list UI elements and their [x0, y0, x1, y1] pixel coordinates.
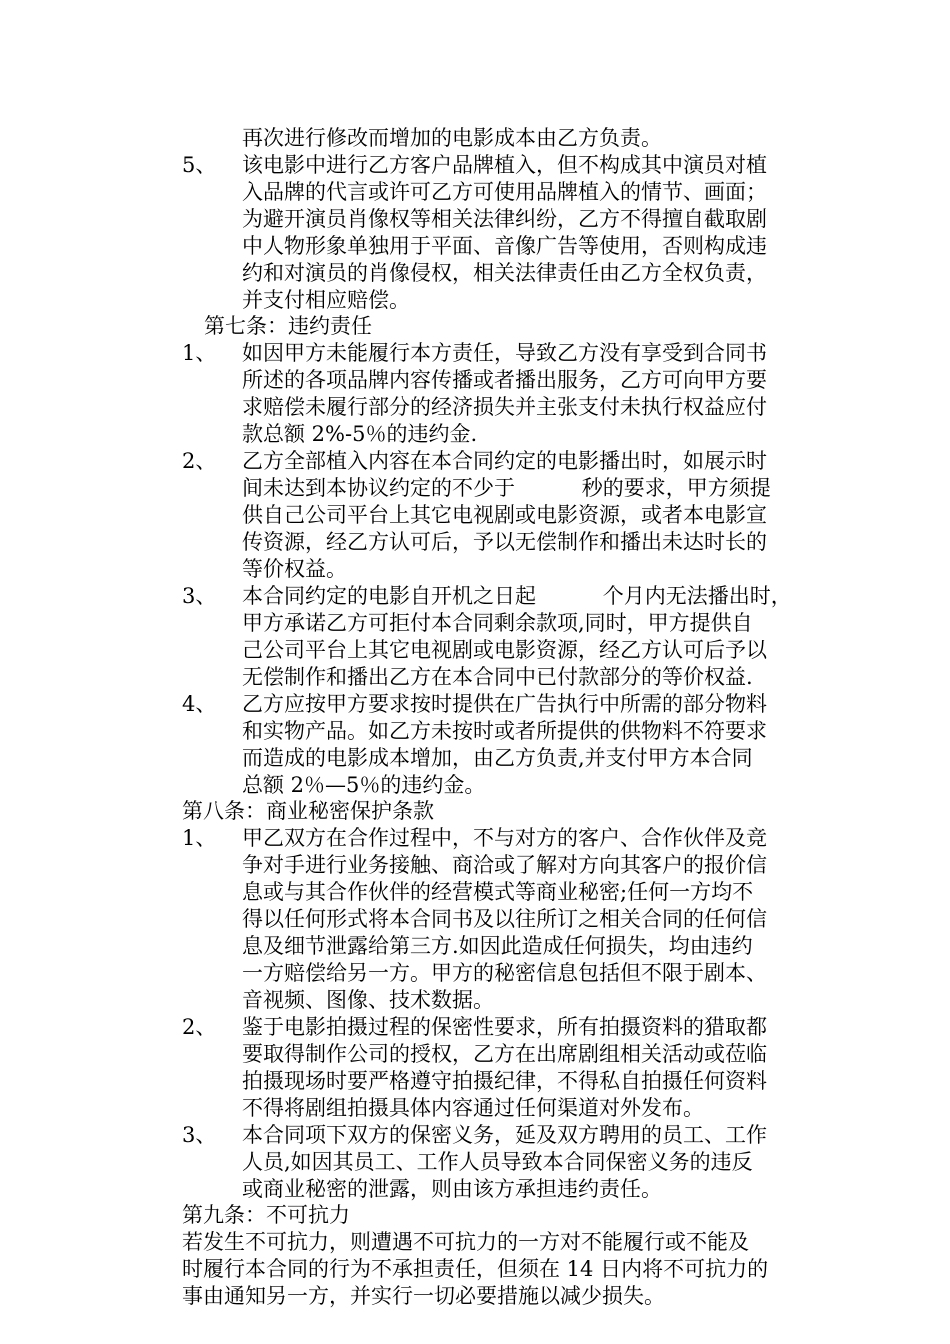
- text: 乙方全部植入内容在本合同约定的电影播出时，如展示时: [242, 449, 767, 473]
- heading: 第八条：商业秘密保护条款: [182, 799, 434, 823]
- text: 如因甲方未能履行本方责任，导致乙方没有享受到合同书: [242, 341, 767, 365]
- text: 本合同项下双方的保密义务，延及双方聘用的员工、工作: [242, 1123, 767, 1147]
- item-number: 3、: [182, 1123, 217, 1147]
- item-number: 1、: [182, 341, 217, 365]
- text: 息或与其合作伙伴的经营模式等商业秘密;任何一方均不: [242, 880, 754, 904]
- heading: 第九条：不可抗力: [182, 1203, 350, 1227]
- text: 而造成的电影成本增加，由乙方负责,并支付甲方本合同: [242, 746, 753, 770]
- text: 甲方承诺乙方可拒付本合同剩余款项,同时，甲方提供自: [242, 611, 753, 635]
- text: 入品牌的代言或许可乙方可使用品牌植入的情节、画面；: [242, 180, 767, 204]
- text: 拍摄现场时要严格遵守拍摄纪律，不得私自拍摄任何资料: [242, 1069, 767, 1093]
- item-number: 2、: [182, 449, 217, 473]
- text: 若发生不可抗力，则遭遇不可抗力的一方对不能履行或不能及: [182, 1230, 749, 1254]
- text: 间未达到本协议约定的不少于 秒的要求，甲方须提: [242, 476, 771, 500]
- text: 时履行本合同的行为不承担责任，但须在 14 日内将不可抗力的: [182, 1257, 769, 1281]
- text: 事由通知另一方，并实行一切必要措施以减少损失。: [182, 1284, 665, 1308]
- text: 和实物产品。如乙方未按时或者所提供的供物料不符要求: [242, 719, 767, 743]
- text: 音视频、图像、技术数据。: [242, 988, 494, 1012]
- text: 为避开演员肖像权等相关法律纠纷，乙方不得擅自截取剧: [242, 207, 767, 231]
- text: 中人物形象单独用于平面、音像广告等使用，否则构成违: [242, 234, 767, 258]
- text: 供自己公司平台上其它电视剧或电影资源，或者本电影宣: [242, 503, 767, 527]
- text: 息及细节泄露给第三方.如因此造成任何损失，均由违约: [242, 934, 753, 958]
- text: 得以任何形式将本合同书及以往所订之相关合同的任何信: [242, 907, 767, 931]
- text: 鉴于电影拍摄过程的保密性要求，所有拍摄资料的猎取都: [242, 1015, 767, 1039]
- text: 一方赔偿给另一方。甲方的秘密信息包括但不限于剧本、: [242, 961, 767, 985]
- item-number: 5、: [182, 153, 217, 177]
- text: 本合同约定的电影自开机之日起 个月内无法播出时，: [242, 584, 792, 608]
- text: 乙方应按甲方要求按时提供在广告执行中所需的部分物料: [242, 692, 767, 716]
- text: 传资源，经乙方认可后，予以无偿制作和播出未达时长的: [242, 530, 767, 554]
- item-number: 4、: [182, 692, 217, 716]
- item-number: 3、: [182, 584, 217, 608]
- item-number: 2、: [182, 1015, 217, 1039]
- text: 约和对演员的肖像侵权，相关法律责任由乙方全权负责，: [242, 261, 767, 285]
- text: 无偿制作和播出乙方在本合同中已付款部分的等价权益.: [242, 665, 753, 689]
- text: 等价权益。: [242, 557, 347, 581]
- heading: 第七条：违约责任: [204, 314, 372, 338]
- text: 争对手进行业务接触、商洽或了解对方向其客户的报价信: [242, 853, 767, 877]
- text: 甲乙双方在合作过程中，不与对方的客户、合作伙伴及竞: [242, 826, 767, 850]
- item-number: 1、: [182, 826, 217, 850]
- text: 己公司平台上其它电视剧或电影资源，经乙方认可后予以: [242, 638, 767, 662]
- text: 不得将剧组拍摄具体内容通过任何渠道对外发布。: [242, 1096, 704, 1120]
- text: 所述的各项品牌内容传播或者播出服务，乙方可向甲方要: [242, 368, 767, 392]
- text: 再次进行修改而增加的电影成本由乙方负责。: [242, 126, 662, 150]
- text: 求赔偿未履行部分的经济损失并主张支付未执行权益应付: [242, 395, 767, 419]
- text: 人员,如因其员工、工作人员导致本合同保密义务的违反: [242, 1150, 753, 1174]
- text: 总额 2％—5％的违约金。: [242, 773, 486, 797]
- text: 该电影中进行乙方客户品牌植入，但不构成其中演员对植: [242, 153, 767, 177]
- text: 并支付相应赔偿。: [242, 288, 410, 312]
- text: 或商业秘密的泄露，则由该方承担违约责任。: [242, 1177, 662, 1201]
- text: 款总额 2%-5％的违约金.: [242, 422, 478, 446]
- text: 要取得制作公司的授权，乙方在出席剧组相关活动或莅临: [242, 1042, 767, 1066]
